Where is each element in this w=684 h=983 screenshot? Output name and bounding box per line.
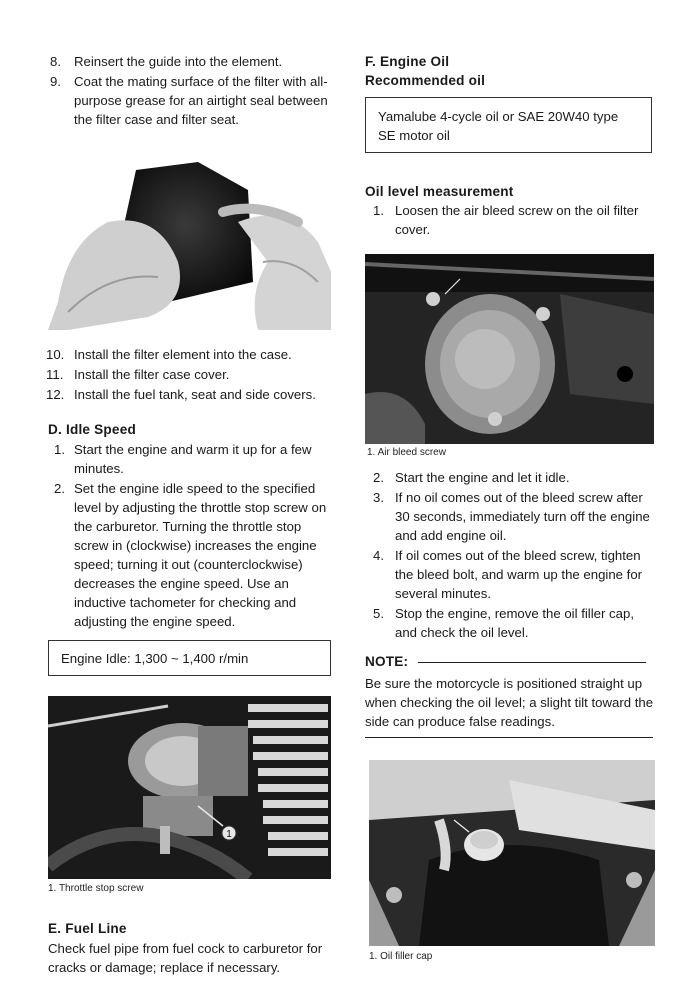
- list-item: [48, 385, 336, 404]
- recommended-oil-text: Yamalube 4-cycle oil or SAE 20W40 type SE motor oil: [378, 109, 619, 143]
- note-label: NOTE:: [365, 654, 409, 669]
- list-item: [365, 604, 655, 642]
- step-text: Stop the engine, remove the oil filler cap, and check the oil level.: [395, 606, 634, 640]
- list-item: [365, 546, 655, 603]
- idle-spec-box: [48, 640, 331, 676]
- recommended-oil-heading: Recommended oil: [365, 73, 486, 88]
- fuel-line-heading: E. Fuel Line: [48, 921, 127, 936]
- list-item: [48, 345, 336, 364]
- step-text: Loosen the air bleed screw on the oil filter cover.: [395, 203, 639, 237]
- step-number: 8.: [50, 54, 61, 69]
- step-number: 12.: [46, 387, 65, 402]
- idle-speed-heading: D. Idle Speed: [48, 422, 136, 437]
- step-text: Start the engine and warm it up for a few minutes.: [74, 442, 312, 476]
- air-bleed-screw-photo: [365, 254, 654, 444]
- step-number: 3.: [373, 490, 384, 505]
- step-text: Install the filter case cover.: [74, 367, 230, 382]
- fuel-line-text: Check fuel pipe from fuel cock to carburetor for cracks or damage; replace if necessary.: [48, 941, 323, 975]
- step-text: Reinsert the guide into the element.: [74, 54, 283, 69]
- step-text: If oil comes out of the bleed screw, tighten the bleed bolt, and warm up the engine for several minutes.: [395, 548, 643, 601]
- step-number: 1.: [373, 203, 384, 218]
- step-number: 2.: [54, 481, 65, 496]
- oil-steps: [365, 468, 655, 643]
- step-text: If no oil comes out of the bleed screw after 30 seconds, immediately turn off the engine and add engine oil.: [395, 490, 650, 543]
- idle-spec-text: Engine Idle: 1,300 ~ 1,400 r/min: [61, 651, 249, 666]
- list-item: [48, 479, 336, 631]
- step-text: Start the engine and let it idle.: [395, 470, 570, 485]
- list-item: [48, 365, 336, 384]
- list-item: [48, 72, 336, 129]
- callout-number: 1: [226, 829, 232, 840]
- step-number: 10.: [46, 347, 65, 362]
- oil-level-heading: Oil level measurement: [365, 184, 514, 199]
- note-end-rule: [365, 737, 653, 738]
- step-text: Set the engine idle speed to the specified level by adjusting the throttle stop screw on the carburetor. Turning the throttle stop screw in (clockwise) increases the engine speed; turning it out (counterclockwise) decreases the engine speed. Use an inductive tachometer for checking and adjusting the engine speed.: [74, 481, 327, 629]
- note-text: Be sure the motorcycle is positioned straight up when checking the oil level; a slight tilt toward the side can produce false readings.: [365, 676, 654, 729]
- oil-filler-cap-photo: [369, 760, 655, 946]
- throttle-caption: 1. Throttle stop screw: [48, 883, 144, 894]
- air-filter-photo: [48, 152, 331, 330]
- air-bleed-caption: 1. Air bleed screw: [367, 447, 446, 458]
- oil-filter-cover-illustration: [365, 254, 654, 444]
- step-text: Install the filter element into the case.: [74, 347, 292, 362]
- note-rule: [418, 662, 646, 663]
- throttle-stop-screw-photo: [48, 696, 331, 879]
- list-item: [48, 440, 336, 478]
- carburetor-illustration: [48, 696, 331, 879]
- oil-filler-cap-illustration: [369, 760, 655, 946]
- note-header: [365, 652, 653, 671]
- filter-steps-mid: [48, 345, 336, 405]
- step-number: 1.: [54, 442, 65, 457]
- idle-steps: [48, 440, 336, 632]
- step-number: 5.: [373, 606, 384, 621]
- step-number: 2.: [373, 470, 384, 485]
- engine-oil-heading: F. Engine Oil: [365, 54, 450, 69]
- step-number: 11.: [46, 367, 64, 382]
- step-number: 9.: [50, 74, 61, 89]
- step-text: Install the fuel tank, seat and side covers.: [74, 387, 316, 402]
- list-item: [365, 468, 655, 487]
- step-number: 4.: [373, 548, 384, 563]
- step-text: Coat the mating surface of the filter with all-purpose grease for an airtight seal between the filter case and filter seat.: [74, 74, 328, 127]
- oil-step-1: [365, 201, 655, 240]
- filter-steps-top: [48, 52, 336, 130]
- list-item: [48, 52, 336, 71]
- list-item: [365, 201, 655, 239]
- oil-filler-caption: 1. Oil filler cap: [369, 951, 433, 962]
- list-item: [365, 488, 655, 545]
- air-filter-illustration: [48, 152, 331, 330]
- recommended-oil-box: [365, 97, 652, 153]
